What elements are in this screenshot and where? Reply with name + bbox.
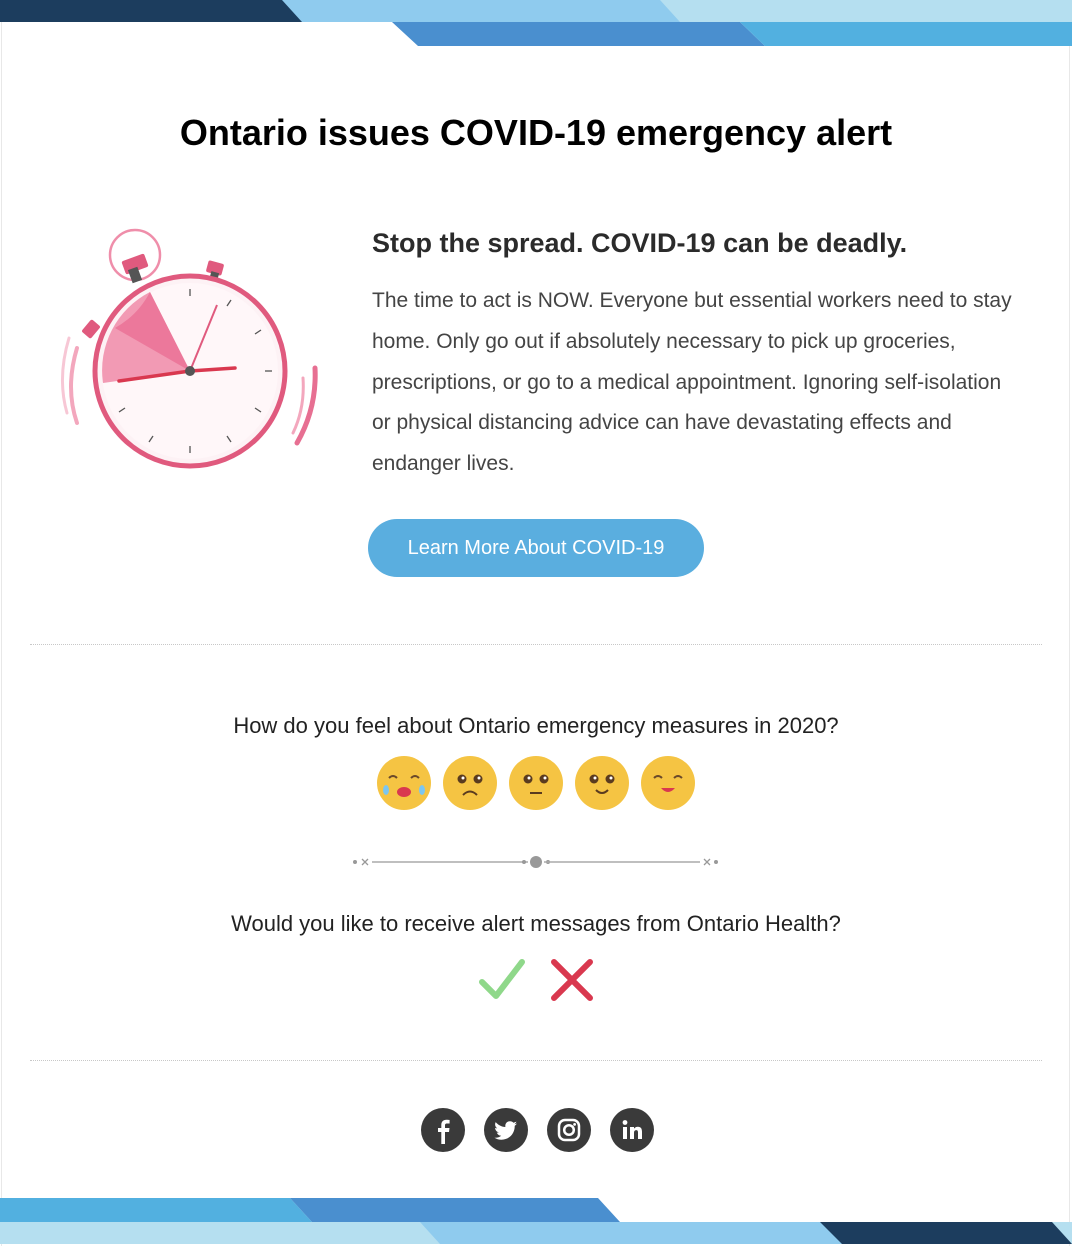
twitter-icon[interactable] <box>484 1108 528 1152</box>
neutral-face-icon[interactable] <box>509 756 563 810</box>
x-icon[interactable] <box>548 956 596 1004</box>
subscribe-question: Would you like to receive alert messages from Ontario Health? <box>231 911 841 936</box>
yes-no-options <box>478 956 596 1004</box>
bottom-banner <box>0 1198 1072 1244</box>
happy-face-icon[interactable] <box>641 756 695 810</box>
sad-face-icon[interactable] <box>443 756 497 810</box>
crying-face-icon[interactable] <box>377 756 431 810</box>
decorative-separator <box>350 850 722 874</box>
divider <box>30 1060 1042 1061</box>
linkedin-icon[interactable] <box>610 1108 654 1152</box>
page-title: Ontario issues COVID-19 emergency alert <box>179 112 893 153</box>
stopwatch-icon <box>55 228 325 473</box>
survey-question: How do you feel about Ontario emergency measures in 2020? <box>233 713 839 738</box>
instagram-icon[interactable] <box>547 1108 591 1152</box>
facebook-icon[interactable] <box>421 1108 465 1152</box>
top-banner <box>0 0 1072 46</box>
social-links <box>421 1108 654 1152</box>
smiling-face-icon[interactable] <box>575 756 629 810</box>
body-text: The time to act is NOW. Everyone but essential workers need to stay home. Only go out if absolutely necessary to pick up groceries, prescriptions, or go to a medical appointment. Ignoring self-isolation or physical distancing advice can have devastating effects and endanger lives. <box>372 289 1012 476</box>
check-icon[interactable] <box>478 956 526 1004</box>
headline: Stop the spread. COVID-19 can be deadly. <box>372 228 908 258</box>
emoji-rating <box>377 756 695 810</box>
learn-more-button[interactable]: Learn More About COVID-19 <box>368 519 704 577</box>
divider <box>30 644 1042 645</box>
